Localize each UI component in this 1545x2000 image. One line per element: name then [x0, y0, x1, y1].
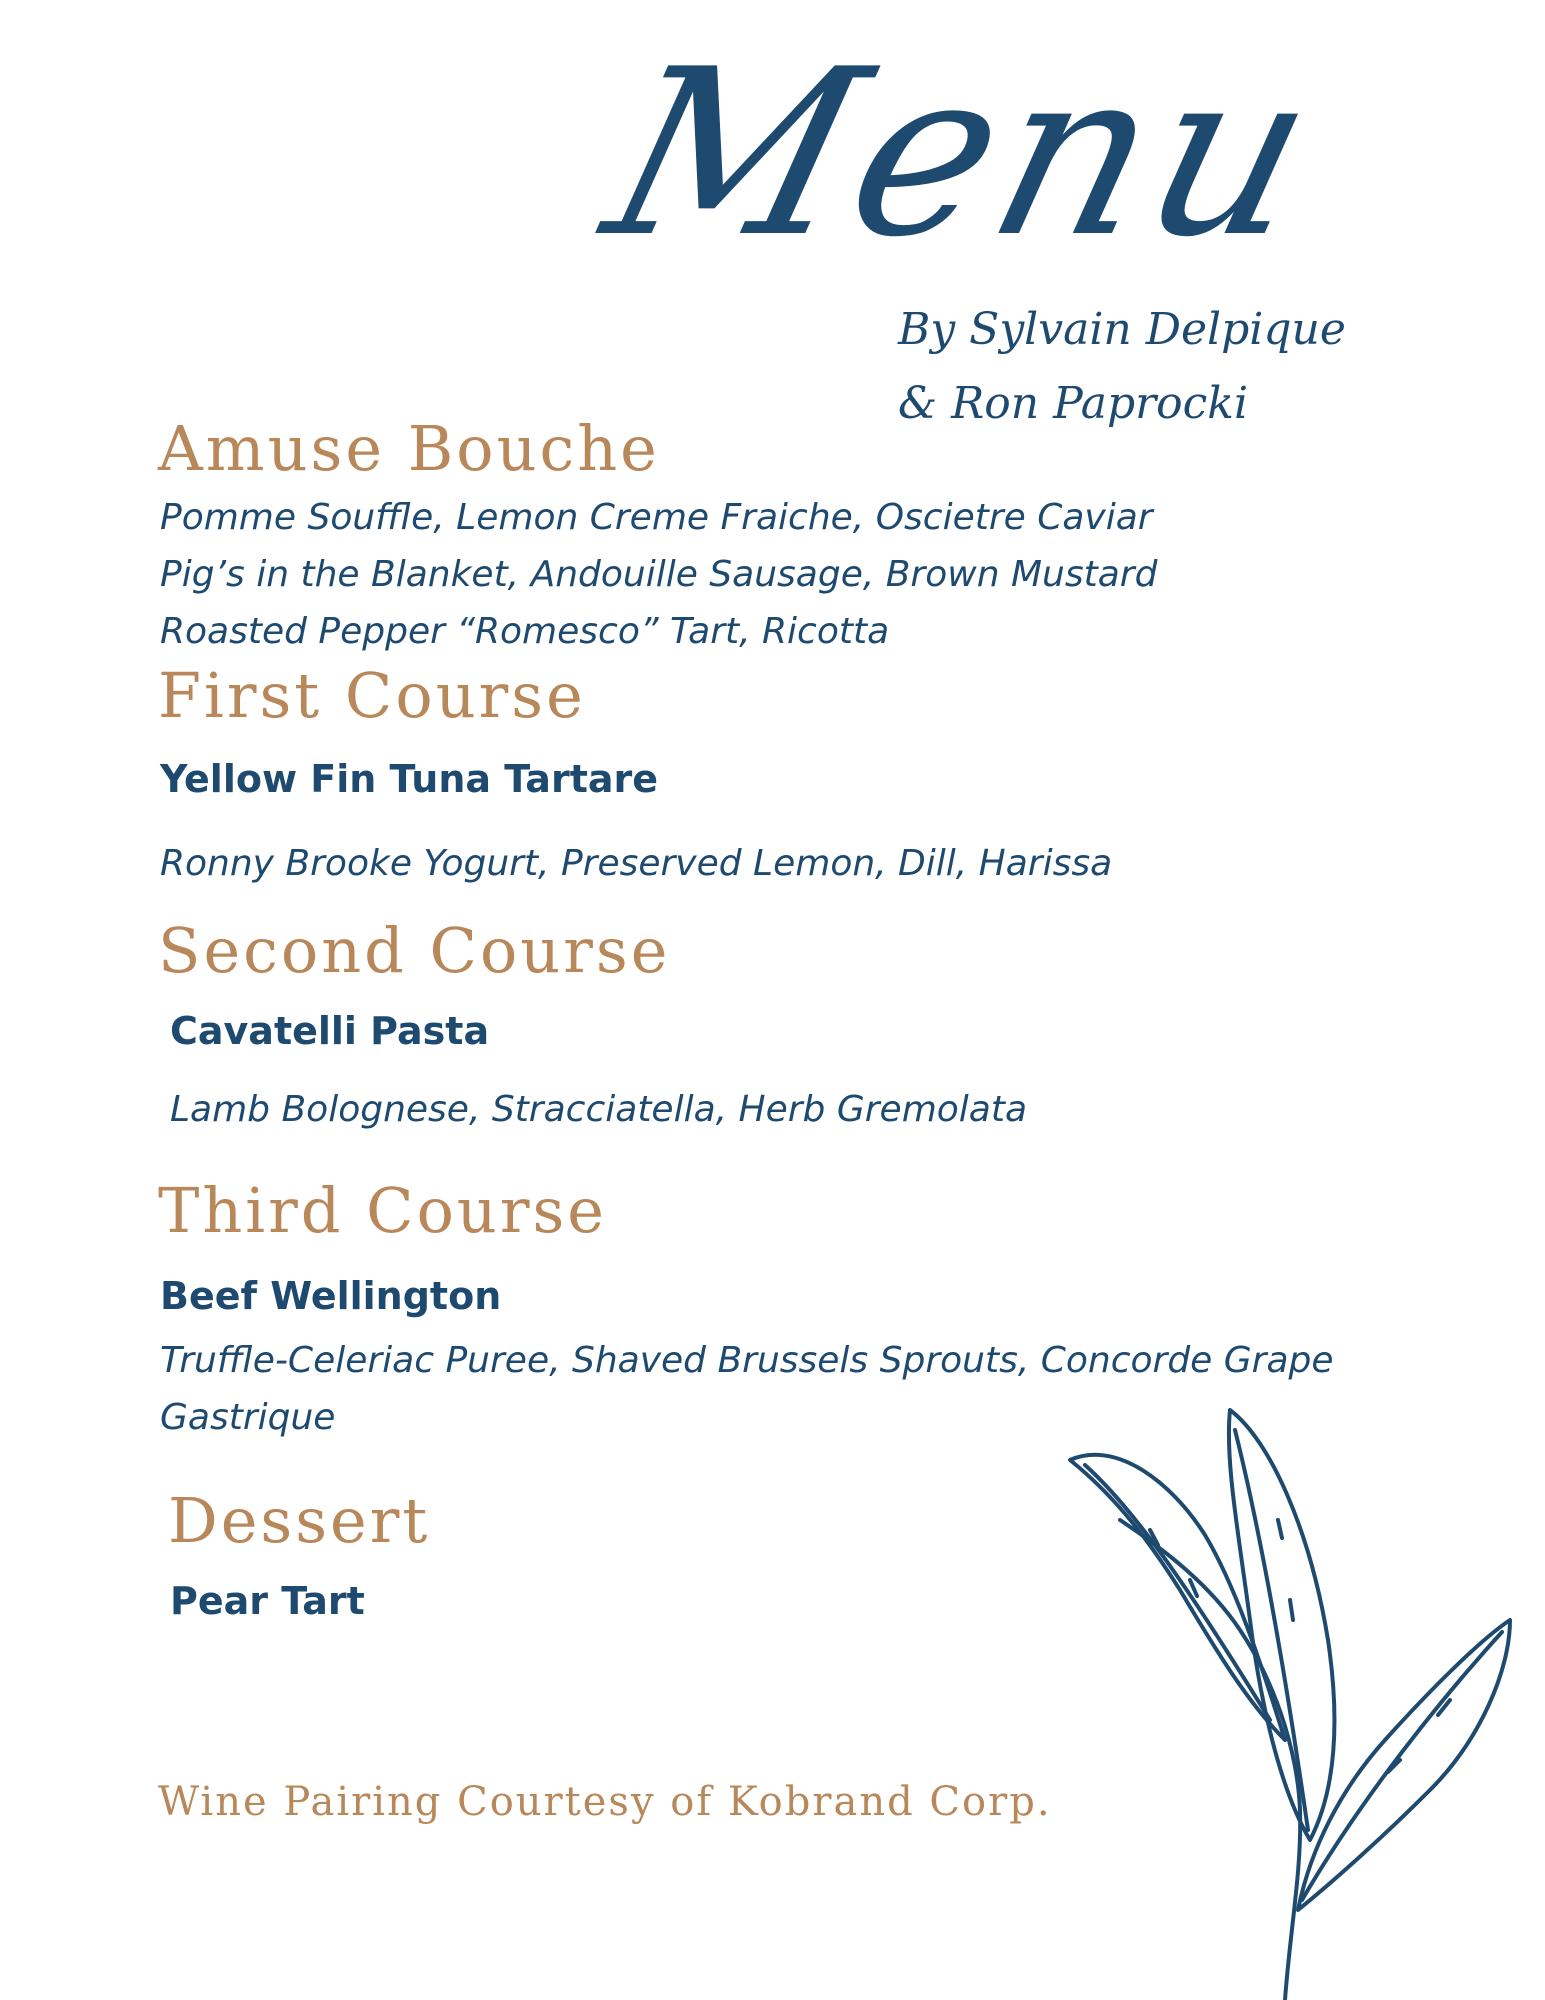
dish-second-course: Cavatelli Pasta	[170, 1009, 490, 1053]
byline-chefs-line-1: By Sylvain Delpique	[898, 304, 1346, 355]
desc-first-course: Ronny Brooke Yogurt, Preserved Lemon, Dill, Harissa	[160, 843, 1113, 884]
menu-title: Menu	[584, 21, 1344, 288]
heading-third-course: Third Course	[158, 1174, 607, 1247]
heading-dessert: Dessert	[168, 1484, 431, 1557]
dish-dessert: Pear Tart	[170, 1579, 365, 1623]
desc-second-course: Lamb Bolognese, Stracciatella, Herb Gremolata	[170, 1089, 1028, 1130]
heading-amuse-bouche: Amuse Bouche	[158, 412, 660, 485]
amuse-item-3: Roasted Pepper “Romesco” Tart, Ricotta	[160, 611, 890, 652]
desc-third-course-line-2: Gastrique	[160, 1397, 336, 1438]
byline-chefs-line-2: & Ron Paprocki	[898, 378, 1249, 429]
leaf-branch-icon	[1040, 1370, 1545, 2000]
heading-first-course: First Course	[158, 659, 586, 732]
amuse-item-2: Pig’s in the Blanket, Andouille Sausage, Brown Mustard	[160, 554, 1158, 595]
desc-third-course-line-1: Truffle-Celeriac Puree, Shaved Brussels Sprouts, Concorde Grape	[160, 1340, 1334, 1381]
dish-first-course: Yellow Fin Tuna Tartare	[160, 757, 659, 801]
heading-second-course: Second Course	[158, 914, 671, 987]
dish-third-course: Beef Wellington	[160, 1274, 502, 1318]
amuse-item-1: Pomme Souffle, Lemon Creme Fraiche, Oscietre Caviar	[160, 497, 1153, 538]
wine-pairing-credit: Wine Pairing Courtesy of Kobrand Corp.	[158, 1779, 1052, 1825]
